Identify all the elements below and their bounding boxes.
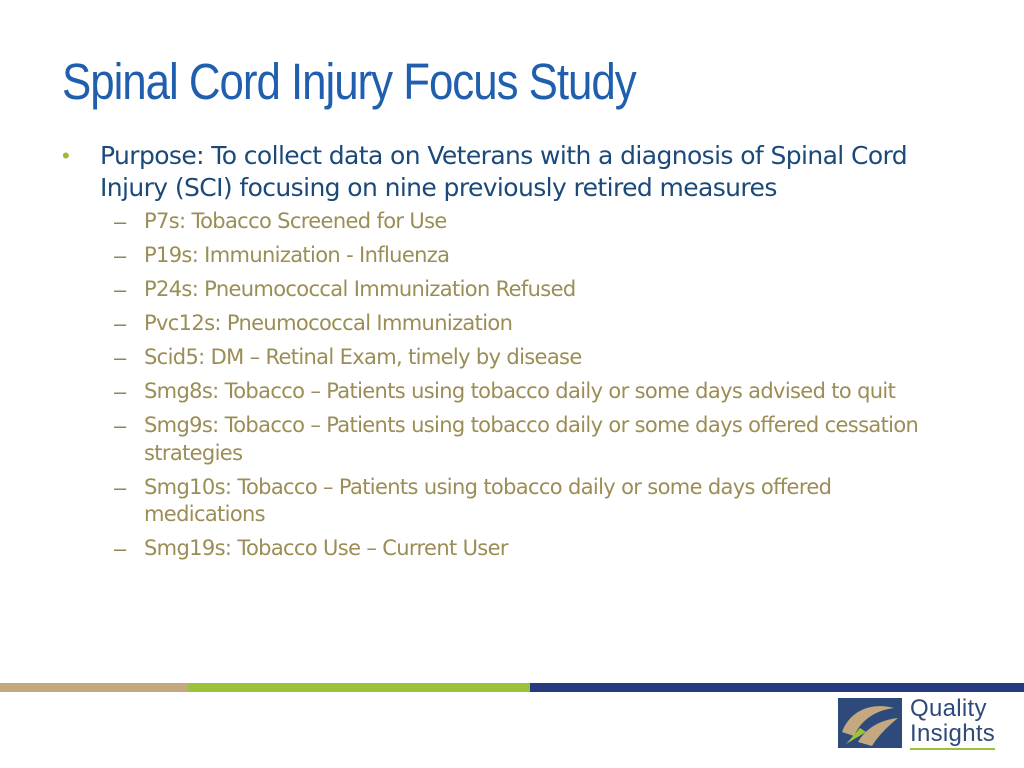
logo-text-quality: Quality (910, 695, 987, 722)
main-bullet (62, 140, 962, 204)
purpose-text: Purpose: To collect data on Veterans with a diagnosis of Spinal Cord Injury (SCI) focusing on nine previously retired measures (100, 141, 908, 202)
measure-text: Smg8s: Tobacco – Patients using tobacco daily or some days advised to quit (144, 379, 896, 403)
measure-text: Smg19s: Tobacco Use – Current User (144, 536, 508, 560)
dash-icon: – (114, 277, 127, 302)
list-item (114, 310, 962, 338)
list-item (114, 412, 962, 467)
list-item (114, 535, 962, 563)
slide-title: Spinal Cord Injury Focus Study (62, 53, 636, 110)
dash-icon: – (114, 379, 127, 404)
measure-text: Smg9s: Tobacco – Patients using tobacco daily or some days offered cessation strategies (144, 413, 919, 465)
measure-text: Scid5: DM – Retinal Exam, timely by disease (144, 345, 582, 369)
measure-text: P19s: Immunization - Influenza (144, 243, 450, 267)
measure-text: Smg10s: Tobacco – Patients using tobacco daily or some days offered medications (144, 474, 832, 526)
dash-icon: – (114, 413, 127, 438)
dash-icon: – (114, 345, 127, 370)
list-item (114, 344, 962, 372)
list-item (114, 208, 962, 236)
logo-text (910, 697, 995, 750)
dash-icon: – (114, 209, 127, 234)
bullet-dot-icon: • (62, 143, 70, 168)
list-item (114, 378, 962, 406)
footer-bar-navy (530, 683, 1024, 692)
dash-icon: – (114, 474, 127, 500)
list-item (114, 242, 962, 270)
list-item (114, 276, 962, 304)
footer-bar-green (188, 683, 530, 692)
slide-content (62, 140, 962, 569)
list-item (114, 474, 962, 529)
footer-bar-tan (0, 683, 188, 692)
dash-icon: – (114, 243, 127, 268)
footer-color-bar (0, 683, 1024, 692)
measure-text: Pvc12s: Pneumococcal Immunization (144, 311, 513, 335)
dash-icon: – (114, 311, 127, 336)
logo-text-insights: Insights (910, 721, 995, 750)
measure-text: P7s: Tobacco Screened for Use (144, 209, 447, 233)
measures-list (62, 208, 962, 563)
logo-mark-icon (838, 698, 902, 748)
quality-insights-logo (838, 697, 1008, 753)
measure-text: P24s: Pneumococcal Immunization Refused (144, 277, 576, 301)
dash-icon: – (114, 536, 127, 561)
